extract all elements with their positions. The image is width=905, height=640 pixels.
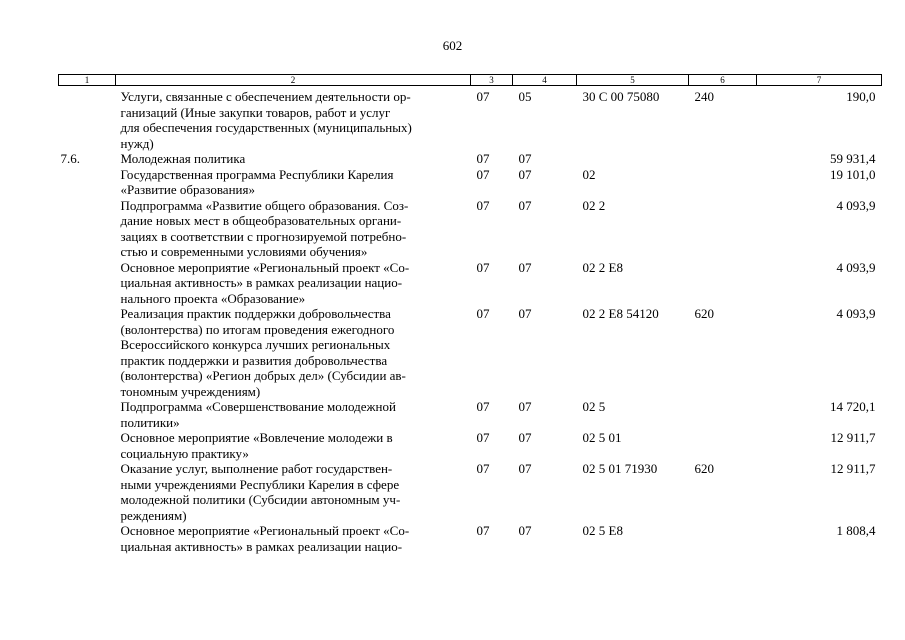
expense-type-code [689, 430, 757, 461]
row-number [59, 399, 116, 430]
table-row [59, 198, 882, 260]
row-number [59, 430, 116, 461]
target-article-code: 02 5 01 71930 [582, 461, 658, 476]
section-code: 07 [476, 523, 490, 538]
target-article-code: 02 [582, 166, 596, 182]
row-name [116, 399, 471, 430]
row-name-line: Реализация практик поддержки добровольчества [120, 306, 391, 321]
section-code: 07 [476, 306, 490, 321]
column-header: 2 [116, 75, 471, 86]
row-name-line: Подпрограмма «Развитие общего образования. Соз- [120, 197, 409, 213]
row-name-line: дание новых мест в общеобразовательных органи- [120, 213, 402, 228]
row-name-line: (волонтерства) «Регион добрых дел» (Субсидии ав- [120, 368, 406, 383]
row-name-line: практик поддержки и развития добровольчества [120, 352, 388, 368]
section-code: 07 [476, 89, 490, 104]
row-number [59, 306, 116, 399]
table-row [59, 430, 882, 461]
target-article-code: 02 5 Е8 [582, 523, 623, 538]
amount: 14 720,1 [830, 399, 876, 414]
row-name-line: циальная активность» в рамках реализации нацио- [120, 538, 403, 554]
row-name-line: нужд) [120, 135, 154, 151]
row-name [116, 523, 471, 554]
row-name [116, 461, 471, 523]
amount: 4 093,9 [836, 259, 876, 275]
target-article-code: 02 5 01 [582, 430, 622, 445]
row-number [59, 461, 116, 523]
row-name-line: (волонтерства) по итогам проведения ежегодного [120, 321, 395, 337]
row-name-line: Основное мероприятие «Вовлечение молодежи в [120, 430, 393, 445]
section-code: 07 [476, 461, 490, 476]
row-name [116, 430, 471, 461]
amount: 4 093,9 [836, 306, 876, 321]
row-name-line: ганизаций (Иные закупки товаров, работ и услуг [120, 104, 391, 120]
section-code: 07 [476, 399, 490, 414]
amount: 12 911,7 [830, 461, 876, 476]
row-name-line: Всероссийского конкурса лучших региональных [120, 337, 391, 352]
expense-type-code [689, 260, 757, 307]
section-code: 07 [476, 151, 490, 166]
subsection-code: 07 [518, 399, 532, 414]
expense-type-code: 240 [694, 89, 714, 104]
row-name-line: нального проекта «Образование» [120, 290, 306, 306]
target-article-code: 02 2 Е8 54120 [582, 306, 659, 321]
budget-table [58, 74, 882, 554]
subsection-code: 07 [518, 461, 532, 476]
target-article-code: 30 С 00 75080 [582, 89, 660, 104]
column-header: 4 [513, 75, 577, 86]
table-row [59, 86, 882, 152]
amount: 190,0 [846, 89, 876, 104]
subsection-code: 05 [518, 89, 532, 104]
target-article-code: 02 5 [582, 399, 606, 414]
row-name-line: молодежной политики (Субсидии автономным уч- [120, 492, 401, 507]
section-code: 07 [476, 259, 490, 275]
expense-type-code [689, 151, 757, 167]
row-name-line: Основное мероприятие «Региональный проект «Со- [120, 523, 410, 538]
row-name [116, 198, 471, 260]
table-row [59, 260, 882, 307]
table-row [59, 523, 882, 554]
row-name-line: Основное мероприятие «Региональный проект «Со- [120, 259, 410, 275]
target-article-code [577, 151, 689, 167]
expense-type-code: 620 [694, 306, 714, 321]
expense-type-code [689, 399, 757, 430]
row-name-line: тономным учреждениям) [120, 383, 261, 399]
row-name-line: реждениям) [120, 507, 187, 523]
subsection-code: 07 [518, 166, 532, 182]
row-name-line: Подпрограмма «Совершенствование молодежной [120, 399, 396, 414]
column-header: 7 [757, 75, 882, 86]
target-article-code: 02 2 [582, 197, 606, 213]
row-name-line: зациях в соответствии с прогнозируемой потребно- [120, 228, 407, 244]
expense-type-code [689, 523, 757, 554]
table-row [59, 167, 882, 198]
amount: 1 808,4 [836, 523, 876, 538]
row-number [59, 86, 116, 152]
section-code: 07 [476, 166, 490, 182]
subsection-code: 07 [518, 523, 532, 538]
subsection-code: 07 [518, 197, 532, 213]
column-header-row [59, 75, 882, 86]
target-article-code: 02 2 Е8 [582, 259, 623, 275]
row-name-line: стью и современными условиями обучения» [120, 244, 368, 259]
table-row [59, 151, 882, 167]
amount: 4 093,9 [836, 197, 876, 213]
row-name-line: циальная активность» в рамках реализации нацио- [120, 275, 403, 290]
amount: 59 931,4 [830, 151, 876, 166]
row-name-line: политики» [120, 414, 180, 430]
row-name [116, 167, 471, 198]
table-row [59, 461, 882, 523]
row-name-line: ными учреждениями Республики Карелия в сфере [120, 476, 400, 492]
row-name-line: Услуги, связанные с обеспечением деятельности ор- [120, 89, 411, 104]
row-name-line: Молодежная политика [120, 151, 246, 166]
table-row [59, 306, 882, 399]
column-header: 5 [577, 75, 689, 86]
row-name-line: «Развитие образования» [120, 182, 255, 197]
subsection-code: 07 [518, 306, 532, 321]
row-name [116, 151, 471, 167]
row-number [59, 198, 116, 260]
column-header: 6 [689, 75, 757, 86]
row-number: 7.6. [60, 151, 80, 166]
row-name-line: Оказание услуг, выполнение работ государствен- [120, 461, 393, 476]
amount: 12 911,7 [830, 430, 876, 445]
subsection-code: 07 [518, 430, 532, 445]
row-number [59, 167, 116, 198]
row-name [116, 306, 471, 399]
row-name-line: Государственная программа Республики Карелия [120, 166, 394, 182]
expense-type-code [689, 167, 757, 198]
amount: 19 101,0 [830, 166, 876, 182]
section-code: 07 [476, 197, 490, 213]
page-number: 602 [442, 38, 463, 53]
section-code: 07 [476, 430, 490, 445]
subsection-code: 07 [518, 151, 532, 166]
row-number [59, 260, 116, 307]
table-row [59, 399, 882, 430]
row-name-line: социальную практику» [120, 445, 249, 461]
column-header: 3 [471, 75, 513, 86]
row-name [116, 260, 471, 307]
row-name-line: для обеспечения государственных (муниципальных) [120, 120, 412, 135]
row-name [116, 86, 471, 152]
expense-type-code [689, 198, 757, 260]
column-header: 1 [59, 75, 116, 86]
expense-type-code: 620 [694, 461, 714, 476]
row-number [59, 523, 116, 554]
subsection-code: 07 [518, 259, 532, 275]
